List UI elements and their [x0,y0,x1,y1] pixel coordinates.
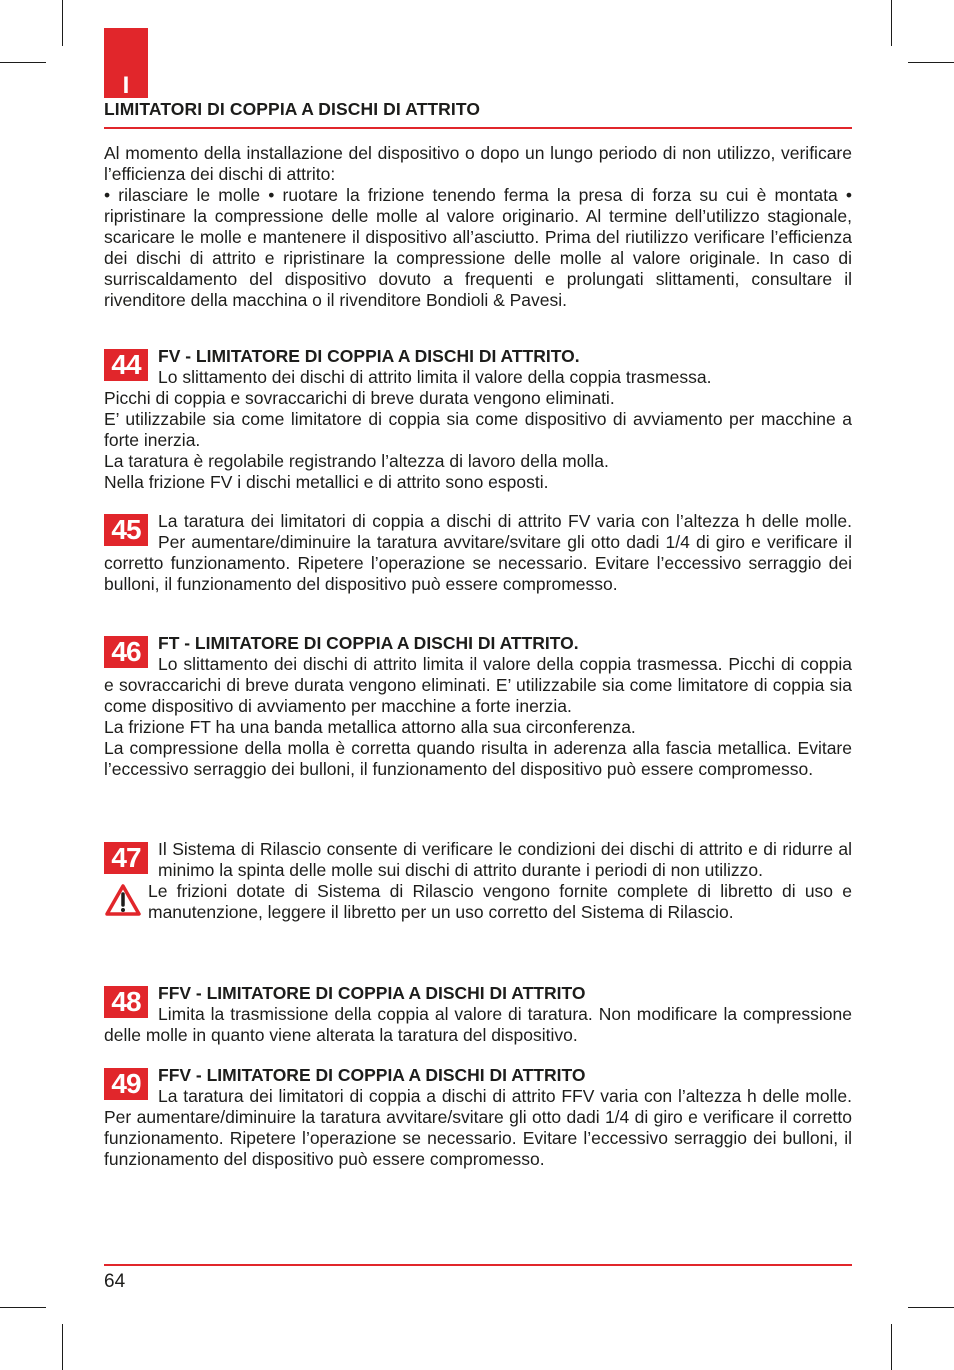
section-paragraph: Picchi di coppia e sovraccarichi di breve durata vengono eliminati. [104,388,615,408]
intro-text [104,143,852,311]
section-paragraph: La taratura dei limitatori di coppia a dischi di attrito FV varia con l’altezza h delle molle. Per aumentare/diminuire la taratura avvitare/svitare gli otto dadi 1/4 di giro e verificare il corretto funzionamento. Ripetere l’operazione se necessario. Evitare l’eccessivo serraggio dei bulloni, il funzionamento del dispositivo può essere compromesso. [104,511,852,594]
figure-number-badge: 45 [104,514,148,546]
crop-mark [891,1324,892,1370]
crop-mark [62,1324,63,1370]
section-paragraph: Lo slittamento dei dischi di attrito limita il valore della coppia trasmessa. [158,367,712,387]
crop-mark [0,62,46,63]
section-44 [104,346,852,493]
warning-triangle-icon [104,883,142,917]
crop-mark [891,0,892,46]
section-48 [104,983,852,1046]
language-tab: I [104,28,148,98]
footer-divider [104,1264,852,1266]
warning-text: Le frizioni dotate di Sistema di Rilascio vengono fornite complete di libretto di uso e manutenzione, leggere il libretto per un uso corretto del Sistema di Rilascio. [148,881,852,922]
section-47 [104,839,852,923]
crop-mark [62,0,63,46]
section-heading: FV - LIMITATORE DI COPPIA A DISCHI DI ATTRITO. [158,346,580,366]
crop-mark [0,1307,46,1308]
section-heading: FFV - LIMITATORE DI COPPIA A DISCHI DI ATTRITO [158,983,586,1003]
figure-number-badge: 48 [104,986,148,1018]
page-number: 64 [104,1271,126,1292]
figure-number-badge: 49 [104,1068,148,1100]
crop-mark [908,1307,954,1308]
intro-paragraph: • rilasciare le molle • ruotare la frizione tenendo ferma la presa di forza su cui è montata • ripristinare la compressione delle molle al valore originario. Al termine dell’utilizzo stagionale, scaricare le molle e mantenere il dispositivo all’asciutto. Prima del riutilizzo verificare l’efficienza dei dischi di attrito e ripristinare la compressione delle molle al valore originale. In caso di surriscaldamento del dispositivo dovuto a frequenti e prolungati slittamenti, consultare il rivenditore della macchina o il rivenditore Bondioli & Pavesi. [104,185,852,310]
title-divider [104,127,852,129]
section-paragraph: Nella frizione FV i dischi metallici e di attrito sono esposti. [104,472,549,492]
crop-mark [908,62,954,63]
section-49 [104,1065,852,1170]
section-heading: FT - LIMITATORE DI COPPIA A DISCHI DI ATTRITO. [158,633,579,653]
section-paragraph: E’ utilizzabile sia come limitatore di coppia sia come dispositivo di avviamento per macchine a forte inerzia. [104,409,852,450]
section-paragraph: La frizione FT ha una banda metallica attorno alla sua circonferenza. [104,717,636,737]
intro-paragraph: Al momento della installazione del dispositivo o dopo un lungo periodo di non utilizzo, verificare l’efficienza dei dischi di attrito: [104,143,852,184]
section-heading: FFV - LIMITATORE DI COPPIA A DISCHI DI ATTRITO [158,1065,586,1085]
section-paragraph: Lo slittamento dei dischi di attrito limita il valore della coppia trasmessa. Picchi di coppia e sovraccarichi di breve durata vengono eliminati. E’ utilizzabile sia come limitatore di coppia sia come dispositivo di avviamento per macchine a forte inerzia. [104,654,852,716]
section-paragraph: Il Sistema di Rilascio consente di verificare le condizioni dei dischi di attrito e di ridurre al minimo la spinta delle molle sui dischi di attrito durante i periodi di non utilizzo. [158,839,852,880]
section-paragraph: Limita la trasmissione della coppia al valore di taratura. Non modificare la compressione delle molle in quanto viene alterata la taratura del dispositivo. [104,1004,852,1045]
figure-number-badge: 44 [104,349,148,381]
section-45 [104,511,852,595]
page-title: LIMITATORI DI COPPIA A DISCHI DI ATTRITO [104,99,481,119]
figure-number-badge: 47 [104,842,148,874]
figure-number-badge: 46 [104,636,148,668]
section-46 [104,633,852,780]
section-paragraph: La taratura dei limitatori di coppia a dischi di attrito FFV varia con l’altezza h delle molle. Per aumentare/diminuire la taratura avvitare/svitare gli otto dadi 1/4 di giro e verificare il corretto funzionamento. Ripetere l’operazione se necessario. Evitare l’eccessivo serraggio dei bulloni, il funzionamento del dispositivo può essere compromesso. [104,1086,852,1169]
section-paragraph: La taratura è regolabile registrando l’altezza di lavoro della molla. [104,451,609,471]
section-paragraph: La compressione della molla è corretta quando risulta in aderenza alla fascia metallica. Evitare l’eccessivo serraggio dei bulloni, il funzionamento del dispositivo può essere compromesso. [104,738,852,779]
